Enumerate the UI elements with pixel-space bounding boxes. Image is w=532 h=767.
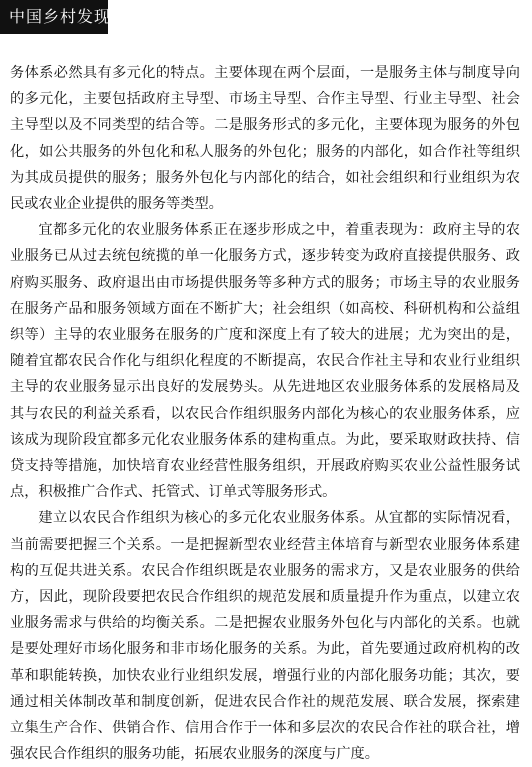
paragraph-yidu-service-system: 宜都多元化的农业服务体系正在逐步形成之中，着重表现为：政府主导的农业服务已从过去统包统揽的单一化服务方式，逐步转变为政府直接提供服务、政府购买服务、政府退出由市场提供服务等多种方式的服务；市场主导的农业服务在服务产品和服务领域方面在不断扩大；社会组织（如高校、科研机构和公益组织等）主导的农业服务在服务的广度和深度上有了较大的进展；尤为突出的是，随着宜都农民合作化与组织化程度的不断提高，农民合作社主导和农业行业组织主导的农业服务显示出良好的发展势头。从先进地区农业服务体系的发展格局及其与农民的利益关系看，以农民合作组织服务内部化为核心的农业服务体系，应该成为现阶段宜都多元化农业服务体系的建构重点。为此，要采取财政扶持、信贷支持等措施，加快培育农业经营性服务组织，开展政府购买农业公益性服务试点，积极推广合作式、托管式、订单式等服务形式。 (10, 222, 520, 501)
paragraph-continuation: 务体系必然具有多元化的特点。主要体现在两个层面，一是服务主体与制度导向的多元化，主要包括政府主导型、市场主导型、合作主导型、行业主导型、社会主导型以及不同类型的结合等。二是服务形式的多元化，主要体现为服务的外包化，如公共服务的外包化和私人服务的外包化；服务的内部化，如合作社等组织为其成员提供的服务；服务外包化与内部化的结合，如社会组织和行业组织为农民或农业企业提供的服务等类型。 (10, 65, 520, 213)
section-header-tag: 中国乡村发现 (0, 0, 108, 34)
paragraph-cooperative-core: 建立以农民合作组织为核心的多元化农业服务体系。从宜都的实际情况看，当前需要把握三个关系。一是把握新型农业经营主体培育与新型农业服务体系建构的互促共进关系。农民合作组织既是农业服务的需求方，又是农业服务的供给方，因此，现阶段要把农民合作组织的规范发展和质量提升作为重点，以建立农业服务需求与供给的均衡关系。二是把握农业服务外包化与内部化的关系。也就是要处理好市场化服务和非市场化服务的关系。为此，首先要通过政府机构的改革和职能转换，加快农业行业组织发展，增强行业的内部化服务功能；其次，要通过相关体制改革和制度创新，促进农民合作社的规范发展、联合发展，探索建立集生产合作、供销合作、信用合作于一体和多层次的农民合作社的联合社，增强农民合作组织的服务功能，拓展农业服务的深度与广度。 (10, 510, 520, 763)
article-body (10, 60, 520, 767)
